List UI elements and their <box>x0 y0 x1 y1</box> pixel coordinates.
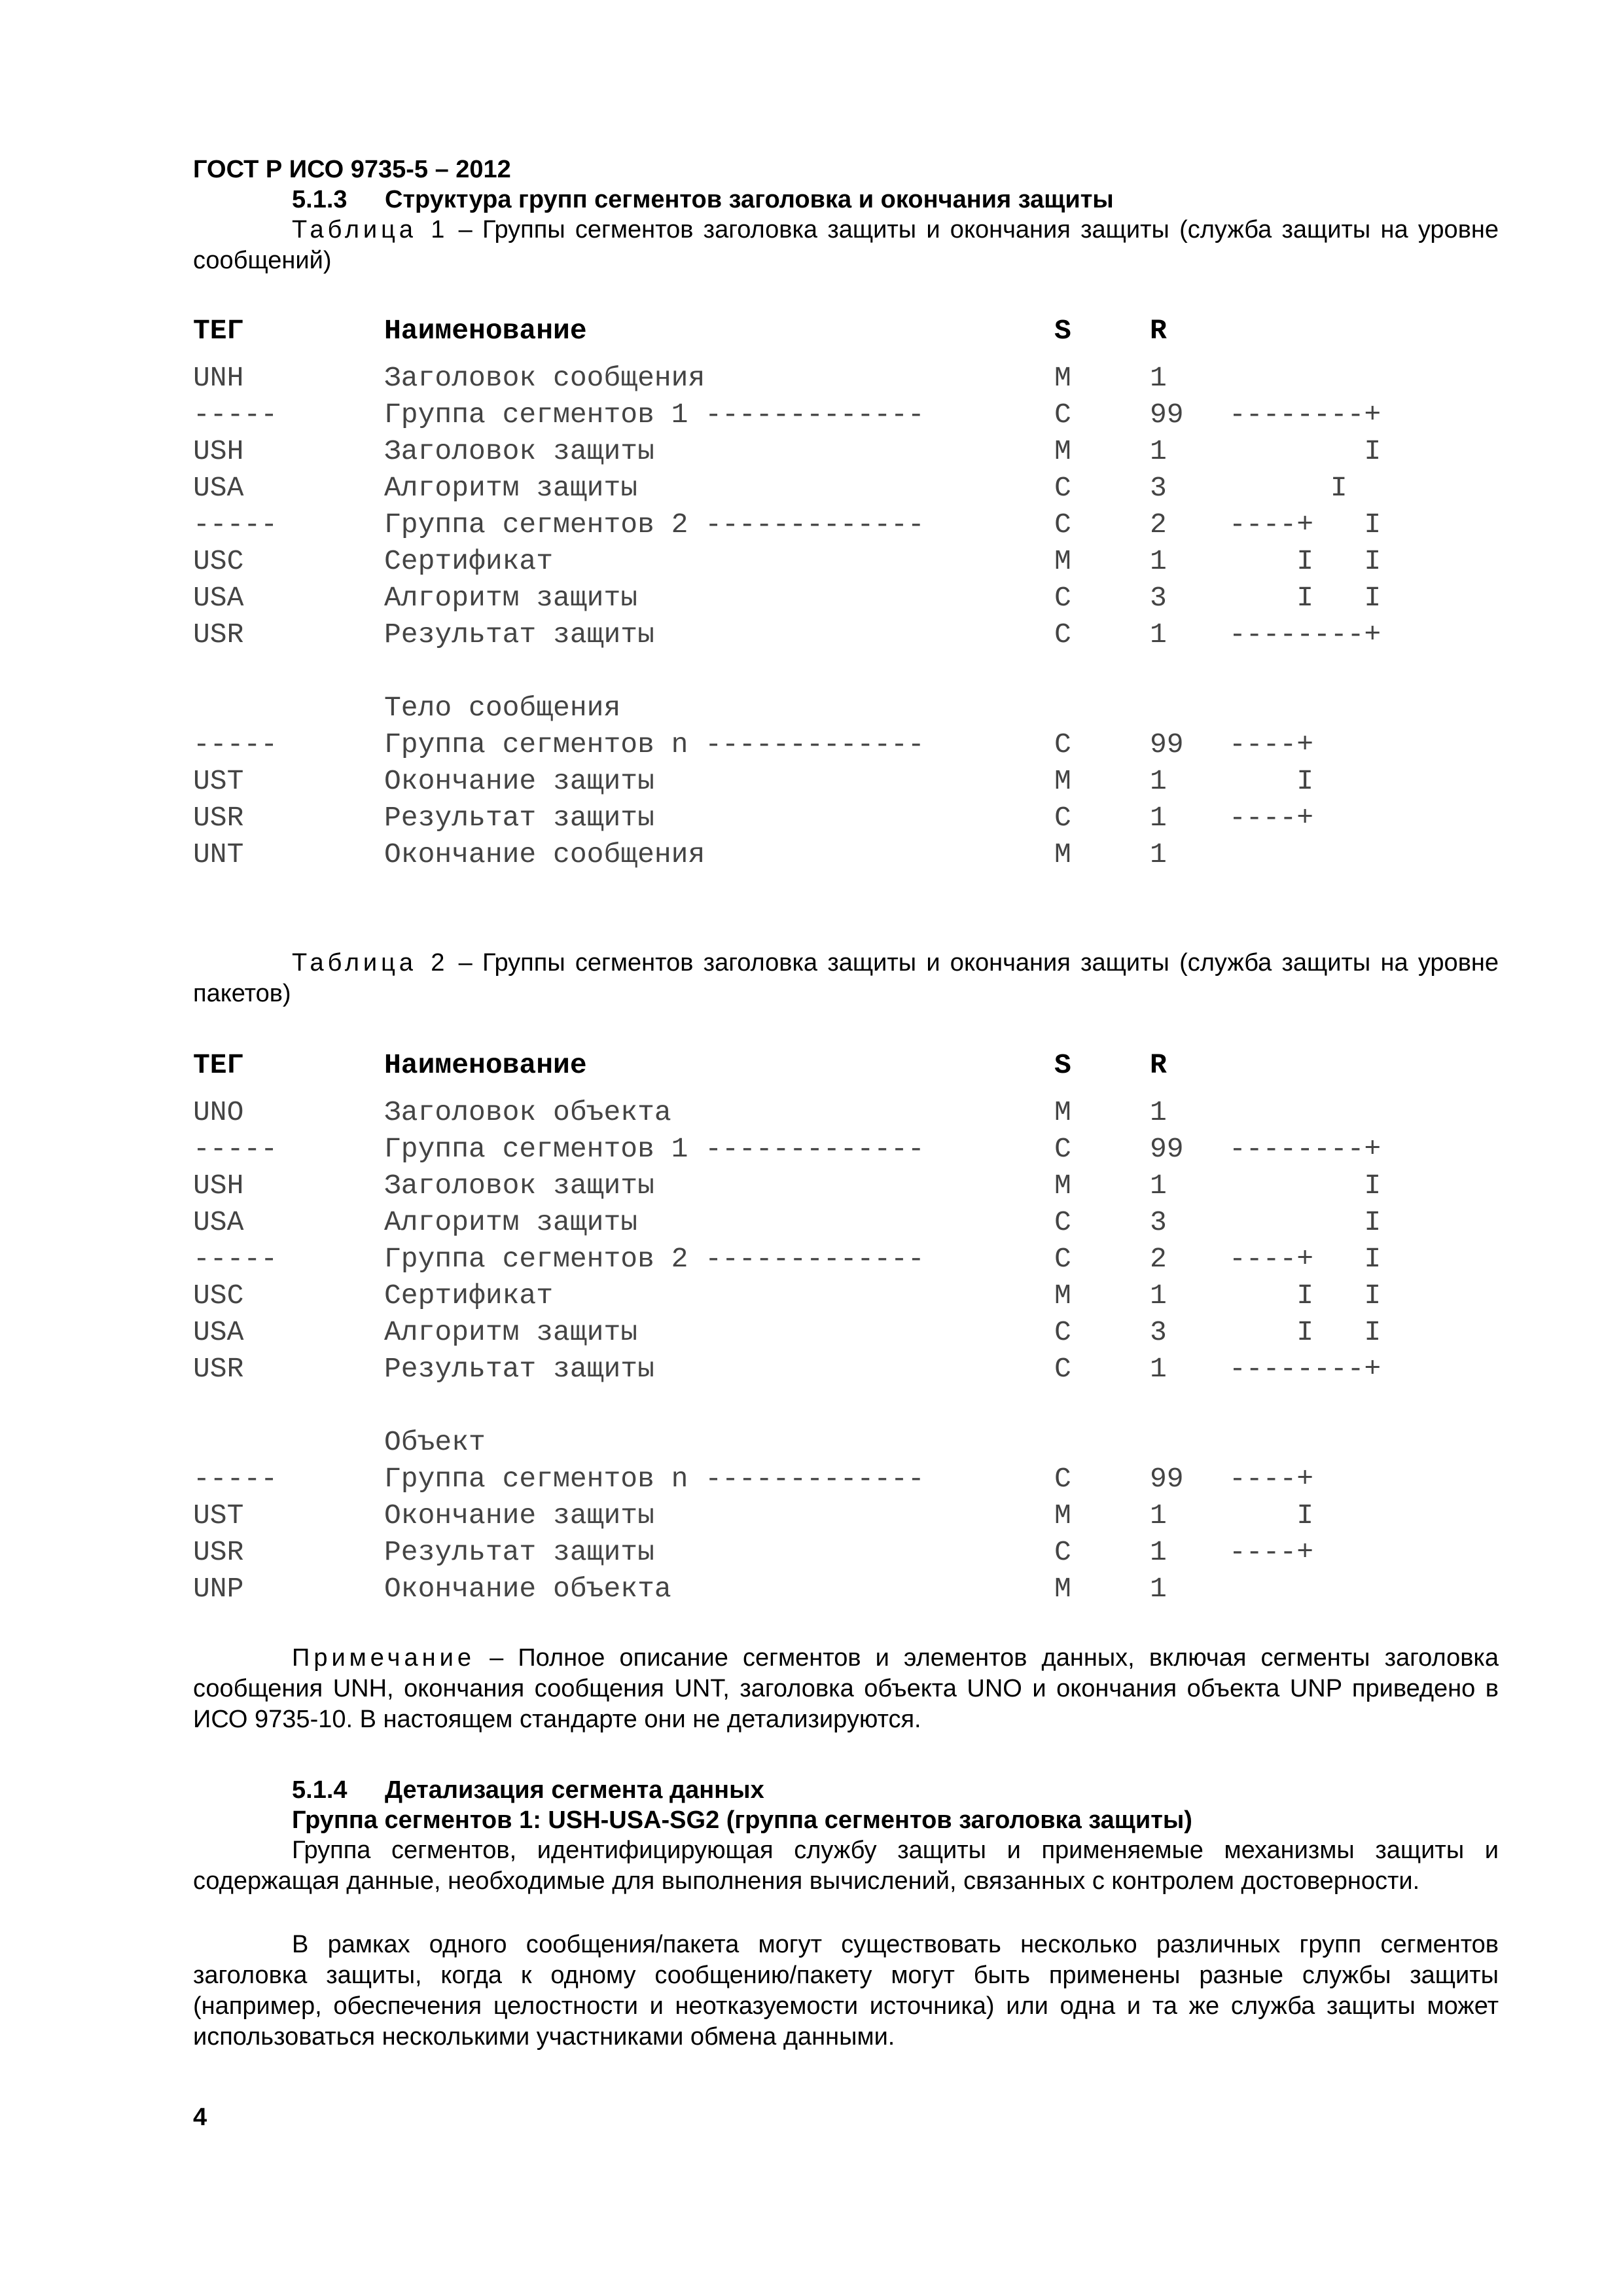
cell-tag: ----- <box>193 728 278 761</box>
cell-name: Алгоритм защиты <box>384 582 638 614</box>
cell-line: --------+ <box>1229 1133 1382 1165</box>
cell-line: ----+ I <box>1229 509 1382 541</box>
column-header-name: Наименование <box>384 1049 587 1081</box>
section-title: Детализация сегмента данных <box>385 1776 764 1804</box>
table-row <box>0 1131 1623 1168</box>
table-row <box>0 653 1623 690</box>
paragraph-2: В рамках одного сообщения/пакета могут существовать несколько различных групп сегментов заголовка защиты, когда к одному сообщению/пакету могут быть применены разные службы защиты (например, обеспечения целостности и неотказуемости источника) или одна и та же служба защиты может использоваться несколькими участниками обмена данными. <box>193 1931 1499 2051</box>
cell-r: 1 <box>1150 765 1167 797</box>
cell-s: С <box>1054 472 1071 504</box>
cell-tag: ----- <box>193 1243 278 1275</box>
cell-tag: USA <box>193 1206 244 1238</box>
cell-name: Сертификат <box>384 545 554 577</box>
table-row <box>0 1094 1623 1131</box>
cell-name: Сертификат <box>384 1280 554 1312</box>
paragraph-1: Группа сегментов, идентифицирующая службу защиты и применяемые механизмы защиты и содержащая данные, необходимые для выполнения вычислений, связанных с контролем достоверности. <box>193 1837 1499 1895</box>
cell-tag: UNH <box>193 362 244 394</box>
cell-r: 1 <box>1150 619 1167 651</box>
cell-r: 3 <box>1150 1316 1167 1348</box>
cell-s: М <box>1054 1573 1071 1605</box>
cell-name: Группа сегментов 2 ------------- <box>384 509 925 541</box>
cell-tag: ----- <box>193 1133 278 1165</box>
section-number: 5.1.3 <box>292 186 348 213</box>
cell-name: Заголовок объекта <box>384 1096 671 1128</box>
table-row <box>0 1204 1623 1241</box>
cell-name: Группа сегментов n ------------- <box>384 728 925 761</box>
table-row <box>0 433 1623 470</box>
cell-line: ----+ <box>1229 802 1314 834</box>
cell-r: 1 <box>1150 362 1167 394</box>
cell-tag: USH <box>193 435 244 467</box>
cell-line: --------+ <box>1229 399 1382 431</box>
cell-name: Окончание сообщения <box>384 838 705 870</box>
section-5-1-4-heading <box>292 1775 764 1806</box>
table-header-row <box>0 313 1623 350</box>
cell-r: 99 <box>1150 399 1184 431</box>
cell-s: С <box>1054 619 1071 651</box>
cell-tag: USH <box>193 1170 244 1202</box>
cell-tag: UST <box>193 1499 244 1532</box>
table1-caption <box>193 215 1499 276</box>
cell-tag: USA <box>193 472 244 504</box>
cell-r: 1 <box>1150 802 1167 834</box>
cell-s: М <box>1054 362 1071 394</box>
cell-r: 1 <box>1150 1499 1167 1532</box>
cell-name: Заголовок защиты <box>384 1170 654 1202</box>
table-row <box>0 543 1623 580</box>
cell-s: М <box>1054 838 1071 870</box>
cell-name: Окончание защиты <box>384 1499 654 1532</box>
cell-name: Объект <box>384 1426 486 1458</box>
cell-r: 3 <box>1150 472 1167 504</box>
cell-name: Заголовок сообщения <box>384 362 705 394</box>
cell-name: Алгоритм защиты <box>384 472 638 504</box>
section-number: 5.1.4 <box>292 1776 348 1804</box>
table1-caption-text: – Группы сегментов заголовка защиты и окончания защиты (служба защиты на уровне сообщений) <box>193 216 1499 274</box>
cell-r: 1 <box>1150 1096 1167 1128</box>
cell-r: 99 <box>1150 1133 1184 1165</box>
cell-s: С <box>1054 1463 1071 1495</box>
table-row <box>0 1351 1623 1388</box>
cell-name: Тело сообщения <box>384 692 621 724</box>
cell-tag: UNP <box>193 1573 244 1605</box>
table-row <box>0 1168 1623 1204</box>
cell-line: I I <box>1229 582 1382 614</box>
cell-name: Заголовок защиты <box>384 435 654 467</box>
table1-caption-label: Таблица 1 <box>292 216 449 243</box>
cell-s: С <box>1054 582 1071 614</box>
cell-line: I <box>1229 1499 1314 1532</box>
cell-line: I I <box>1229 545 1382 577</box>
cell-line: I <box>1229 472 1347 504</box>
cell-line: ----+ <box>1229 1463 1314 1495</box>
cell-name: Результат защиты <box>384 1536 654 1568</box>
cell-line: I <box>1229 1206 1382 1238</box>
cell-line: ----+ <box>1229 1536 1314 1568</box>
cell-name: Результат защиты <box>384 802 654 834</box>
table2-caption-text: – Группы сегментов заголовка защиты и окончания защиты (служба защиты на уровне пакетов) <box>193 949 1499 1007</box>
table-row <box>0 580 1623 617</box>
table-row <box>0 763 1623 800</box>
table-row <box>0 1314 1623 1351</box>
cell-line: ----+ I <box>1229 1243 1382 1275</box>
cell-line: I I <box>1229 1280 1382 1312</box>
table2-caption <box>193 948 1499 1009</box>
table-row <box>0 360 1623 397</box>
column-header-s: S <box>1054 315 1071 347</box>
cell-tag: ----- <box>193 509 278 541</box>
cell-name: Окончание объекта <box>384 1573 671 1605</box>
cell-line: I <box>1229 765 1314 797</box>
cell-r: 1 <box>1150 1353 1167 1385</box>
table-row <box>0 617 1623 653</box>
cell-s: М <box>1054 765 1071 797</box>
cell-s: С <box>1054 1536 1071 1568</box>
cell-r: 1 <box>1150 545 1167 577</box>
cell-line: I <box>1229 1170 1382 1202</box>
cell-tag: USR <box>193 1353 244 1385</box>
cell-s: С <box>1054 1353 1071 1385</box>
cell-s: С <box>1054 1243 1071 1275</box>
cell-s: М <box>1054 1170 1071 1202</box>
cell-r: 99 <box>1150 1463 1184 1495</box>
cell-s: С <box>1054 1316 1071 1348</box>
table2-caption-label: Таблица 2 <box>292 949 449 977</box>
cell-r: 2 <box>1150 509 1167 541</box>
cell-r: 2 <box>1150 1243 1167 1275</box>
cell-r: 1 <box>1150 1573 1167 1605</box>
cell-s: М <box>1054 435 1071 467</box>
cell-s: С <box>1054 1206 1071 1238</box>
cell-name: Группа сегментов 1 ------------- <box>384 1133 925 1165</box>
cell-name: Алгоритм защиты <box>384 1316 638 1348</box>
cell-tag: USA <box>193 1316 244 1348</box>
cell-r: 3 <box>1150 582 1167 614</box>
segment-group-1-heading: Группа сегментов 1: USH-USA-SG2 (группа сегментов заголовка защиты) <box>292 1806 1192 1834</box>
cell-s: С <box>1054 509 1071 541</box>
cell-s: М <box>1054 1499 1071 1532</box>
page-number: 4 <box>193 2104 207 2131</box>
cell-s: С <box>1054 728 1071 761</box>
cell-tag: USR <box>193 802 244 834</box>
table-row <box>0 1278 1623 1314</box>
column-header-s: S <box>1054 1049 1071 1081</box>
cell-name: Алгоритм защиты <box>384 1206 638 1238</box>
cell-s: М <box>1054 1280 1071 1312</box>
cell-tag: USR <box>193 1536 244 1568</box>
table-row <box>0 470 1623 507</box>
cell-name: Результат защиты <box>384 1353 654 1385</box>
cell-r: 3 <box>1150 1206 1167 1238</box>
cell-name: Группа сегментов 2 ------------- <box>384 1243 925 1275</box>
cell-line: ----+ <box>1229 728 1314 761</box>
table-row <box>0 1498 1623 1534</box>
column-header-name: Наименование <box>384 315 587 347</box>
cell-line: I I <box>1229 1316 1382 1348</box>
cell-tag: USR <box>193 619 244 651</box>
cell-line: --------+ <box>1229 619 1382 651</box>
cell-s: М <box>1054 1096 1071 1128</box>
cell-s: С <box>1054 802 1071 834</box>
table-row <box>0 1424 1623 1461</box>
column-header-tag: ТЕГ <box>193 315 244 347</box>
column-header-r: R <box>1150 315 1167 347</box>
cell-line: I <box>1229 435 1382 467</box>
table-row <box>0 836 1623 873</box>
cell-s: С <box>1054 399 1071 431</box>
cell-tag: UNT <box>193 838 244 870</box>
note-text: – Полное описание сегментов и элементов данных, включая сегменты заголовка сообщения UNH, окончания сообщения UNT, заголовка объекта UNO и окончания объекта UNP приведено в ИСО 9735-10. В настоящем стандарте они не детализируются. <box>193 1644 1499 1733</box>
table-row <box>0 726 1623 763</box>
table-row <box>0 1534 1623 1571</box>
cell-r: 1 <box>1150 435 1167 467</box>
cell-tag: ----- <box>193 1463 278 1495</box>
cell-r: 1 <box>1150 1170 1167 1202</box>
cell-name: Группа сегментов 1 ------------- <box>384 399 925 431</box>
cell-tag: USC <box>193 1280 244 1312</box>
cell-tag: UNO <box>193 1096 244 1128</box>
table-row <box>0 507 1623 543</box>
section-title: Структура групп сегментов заголовка и окончания защиты <box>385 186 1114 213</box>
cell-name: Результат защиты <box>384 619 654 651</box>
cell-name: Окончание защиты <box>384 765 654 797</box>
cell-r: 1 <box>1150 1536 1167 1568</box>
column-header-tag: ТЕГ <box>193 1049 244 1081</box>
table-header-row <box>0 1047 1623 1084</box>
document-header: ГОСТ Р ИСО 9735-5 – 2012 <box>193 156 511 183</box>
table-row <box>0 800 1623 836</box>
table-row <box>0 1388 1623 1424</box>
note-label: Примечание <box>292 1644 475 1672</box>
table-row <box>0 1241 1623 1278</box>
table-row <box>0 1571 1623 1607</box>
column-header-r: R <box>1150 1049 1167 1081</box>
cell-s: С <box>1054 1133 1071 1165</box>
cell-tag: USC <box>193 545 244 577</box>
cell-r: 99 <box>1150 728 1184 761</box>
cell-name: Группа сегментов n ------------- <box>384 1463 925 1495</box>
cell-s: М <box>1054 545 1071 577</box>
cell-tag: ----- <box>193 399 278 431</box>
table-row <box>0 690 1623 726</box>
section-5-1-3-heading <box>292 185 1114 215</box>
cell-tag: USA <box>193 582 244 614</box>
cell-r: 1 <box>1150 1280 1167 1312</box>
cell-r: 1 <box>1150 838 1167 870</box>
cell-line: --------+ <box>1229 1353 1382 1385</box>
note-paragraph <box>193 1643 1499 1735</box>
table-row <box>0 1461 1623 1498</box>
cell-tag: UST <box>193 765 244 797</box>
table-row <box>0 397 1623 433</box>
